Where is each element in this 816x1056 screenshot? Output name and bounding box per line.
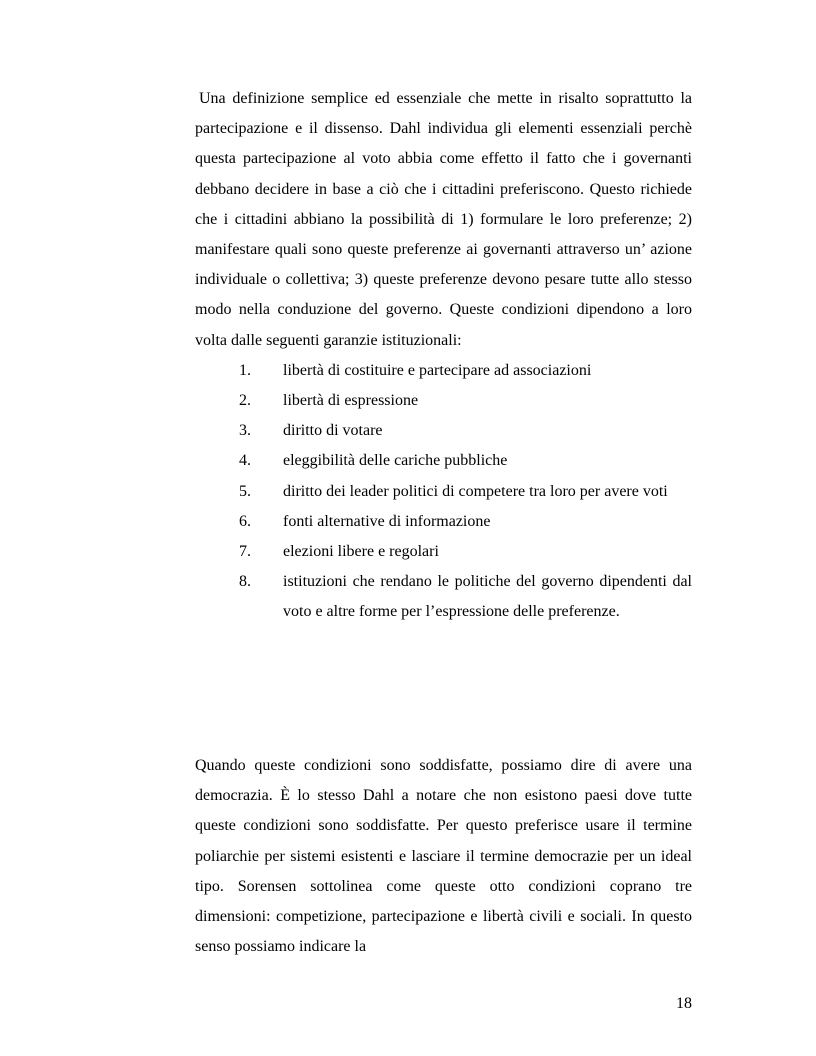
list-item-number: 8. — [239, 573, 251, 591]
paragraph-intro: Una definizione semplice ed essenziale che mette in risalto soprattutto la partecipazione e il dissenso. Dahl individua gli elementi essenziali perchè questa partecipazione al voto abbia come effetto il fatto che i governanti debbano decidere in base a ciò che i cittadini preferiscono. Questo richiede che i cittadini abbiano la possibilità di 1) formulare le loro preferenze; 2) manifestare quali sono queste preferenze ai governanti attraverso un’ azione individuale o collettiva; 3) queste preferenze devono pesare tutte allo stesso modo nella conduzione del governo. Queste condizioni dipendono a loro volta dalle seguenti garanzie istituzionali: — [195, 90, 692, 349]
list-item — [195, 416, 692, 446]
page-number: 18 — [676, 995, 692, 1012]
list-item-text: elezioni libere e regolari — [283, 543, 439, 561]
list-item — [195, 477, 692, 507]
list-item-number: 7. — [239, 543, 251, 561]
list-item-text: libertà di espressione — [283, 392, 419, 410]
list-item — [195, 356, 692, 386]
list-item-text: istituzioni che rendano le politiche del governo dipendenti dal voto e altre forme per l’espressione delle preferenze. — [283, 573, 692, 621]
list-item — [195, 446, 692, 476]
list-item-number: 6. — [239, 512, 251, 530]
list-item-text: diritto di votare — [283, 422, 383, 440]
list-item-text: libertà di costituire e partecipare ad associazioni — [283, 361, 592, 379]
body-section-top — [195, 84, 692, 628]
list-item — [195, 567, 692, 627]
list-item-number: 3. — [239, 422, 251, 440]
list-item-text: fonti alternative di informazione — [283, 512, 491, 530]
list-item-number: 1. — [239, 361, 251, 379]
list-item-number: 4. — [239, 452, 251, 470]
list-item — [195, 537, 692, 567]
list-item — [195, 386, 692, 416]
list-item — [195, 507, 692, 537]
body-section-bottom — [195, 751, 692, 962]
list-item-text: diritto dei leader politici di competere tra loro per avere voti — [283, 482, 668, 500]
paragraph-democracy: Quando queste condizioni sono soddisfatte, possiamo dire di avere una democrazia. È lo stesso Dahl a notare che non esistono paesi dove tutte queste condizioni sono soddisfatte. Per questo preferisce usare il termine poliarchie per sistemi esistenti e lasciare il termine democrazie per un ideal tipo. Sorensen sottolinea come queste otto condizioni coprano tre dimensioni: competizione, partecipazione e libertà civili e sociali. In questo senso possiamo indicare la — [195, 757, 692, 956]
list-item-text: eleggibilità delle cariche pubbliche — [283, 452, 508, 470]
list-item-number: 5. — [239, 482, 251, 500]
list-item-number: 2. — [239, 392, 251, 410]
guarantees-list — [195, 356, 692, 628]
